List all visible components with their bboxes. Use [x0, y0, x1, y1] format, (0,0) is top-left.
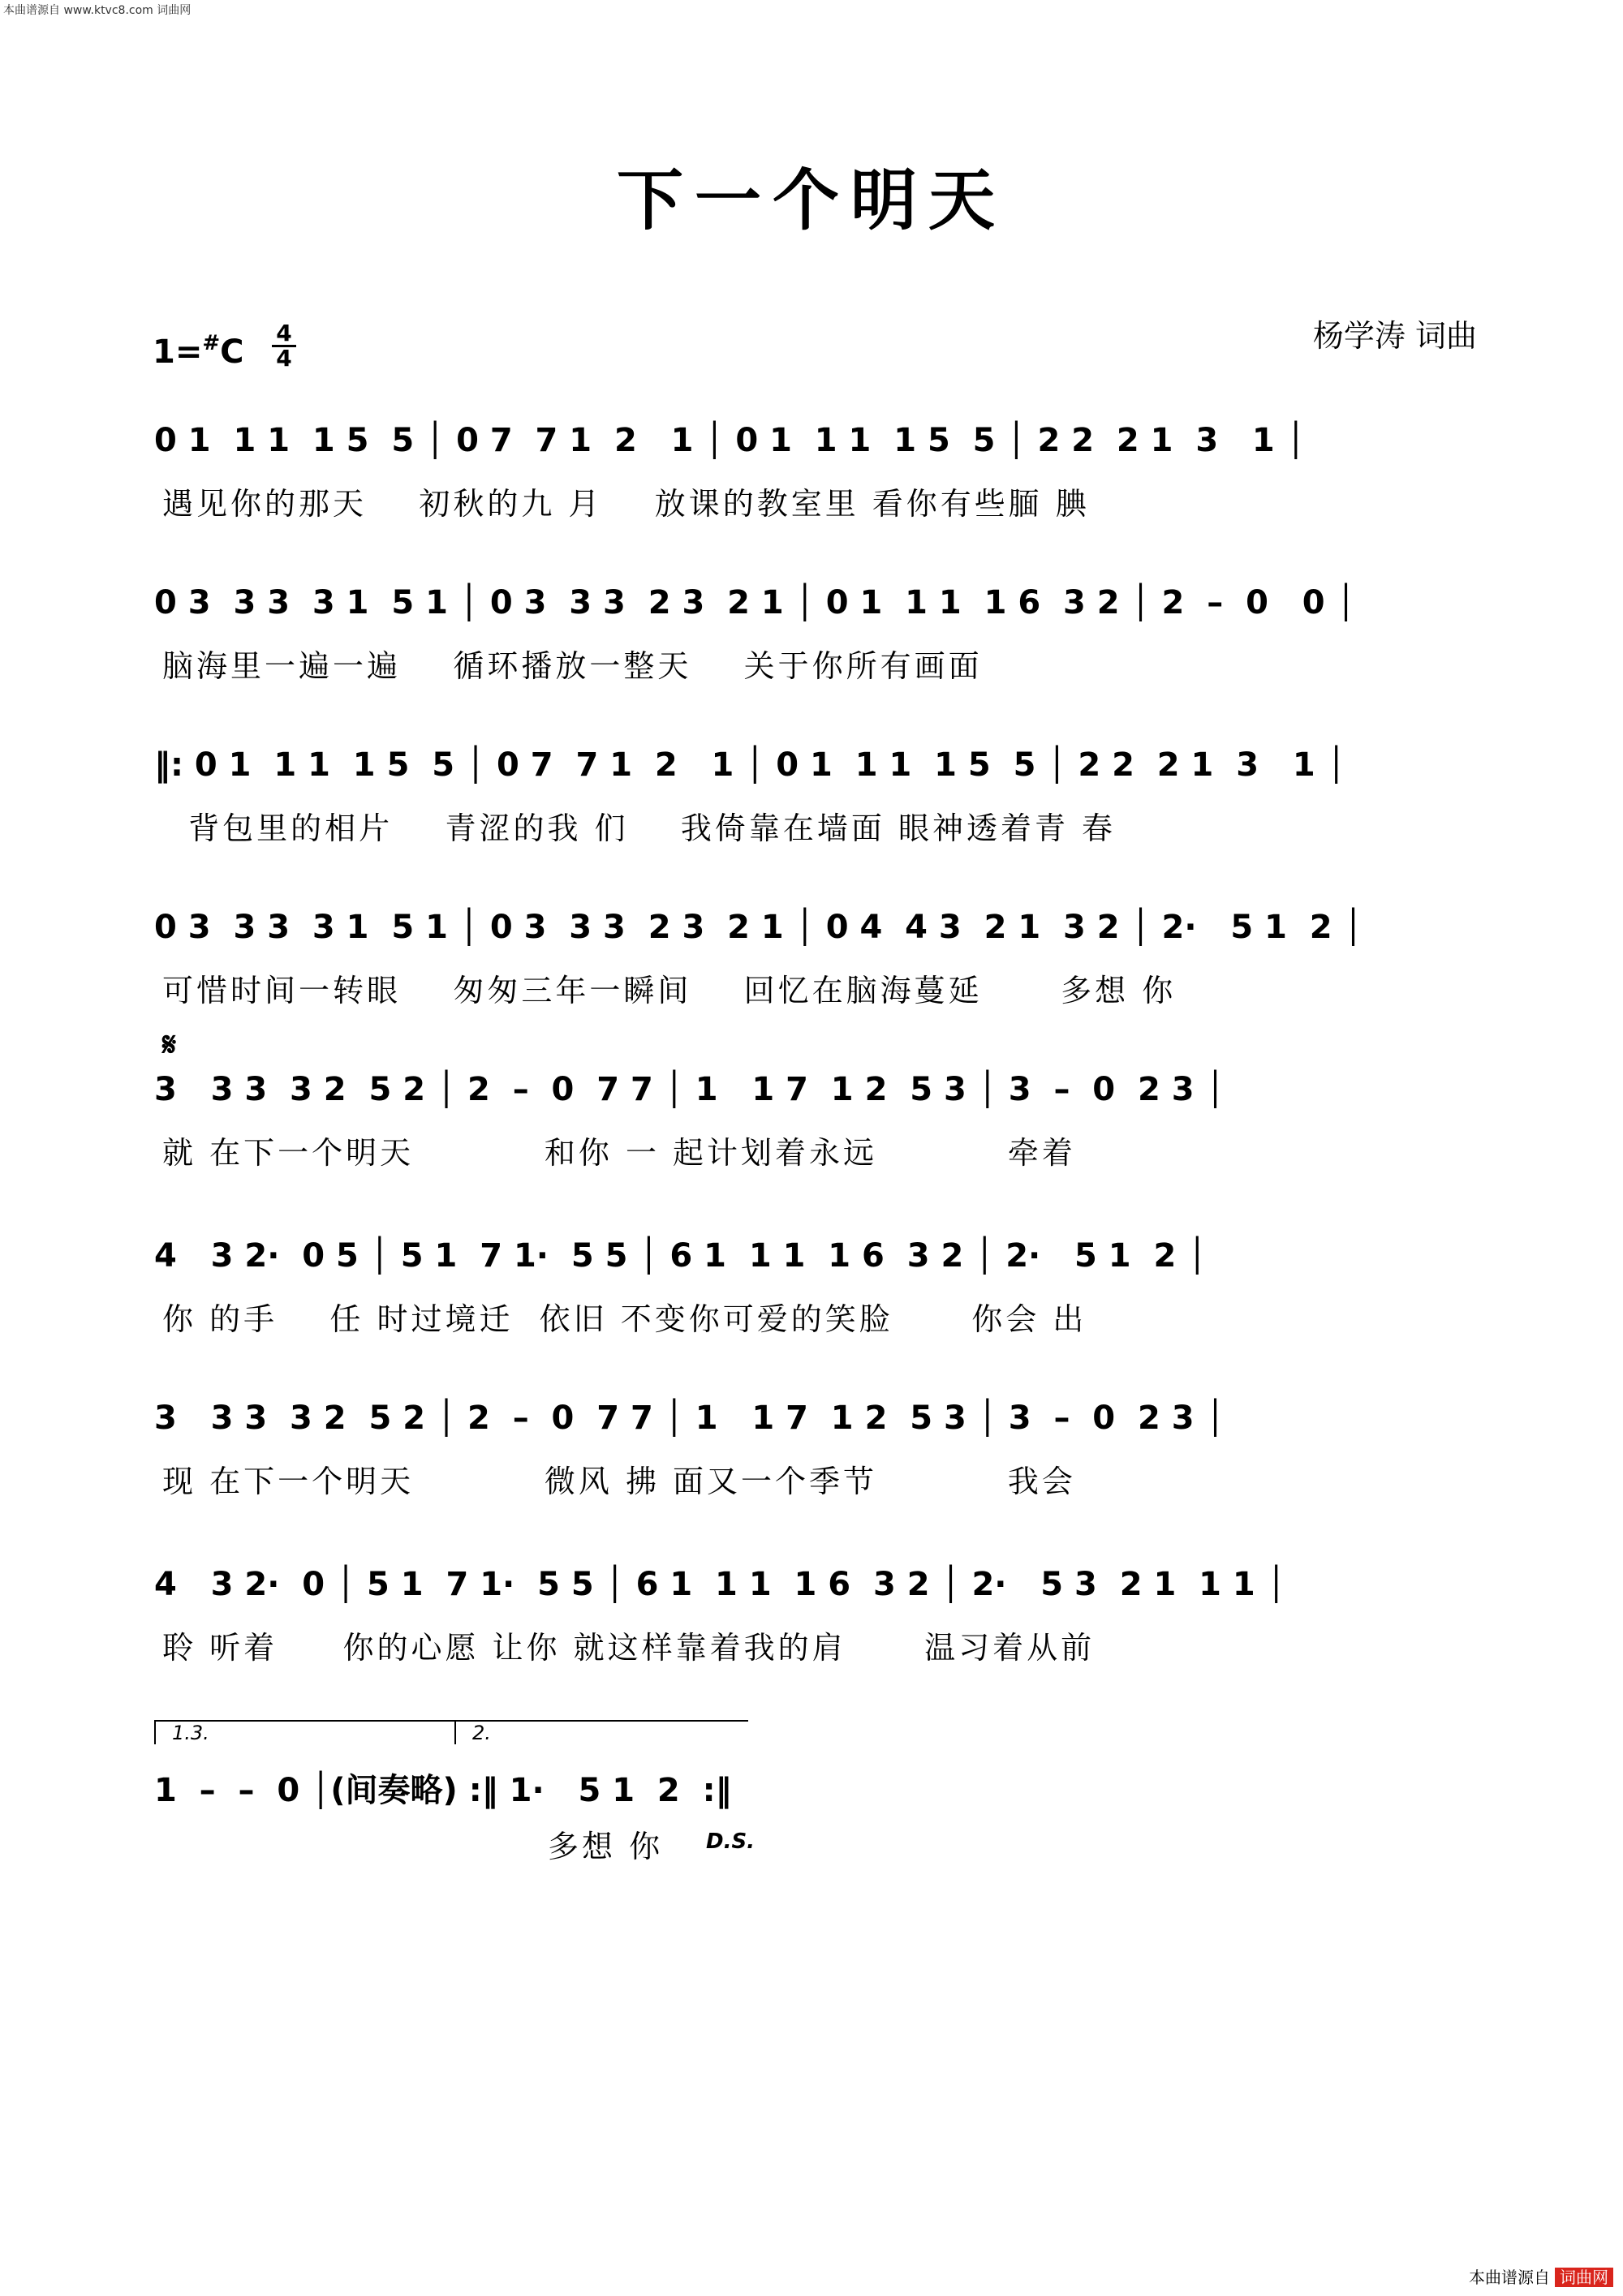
watermark-top: 本曲谱源自 www.ktvc8.com 词曲网 — [3, 4, 192, 17]
ending-notes: 1 – – 0 │(间奏略) :‖ 1· 5 1 2 :‖ — [154, 1772, 732, 1809]
ds-marking: D.S. — [706, 1829, 756, 1854]
volta-2 — [454, 1720, 748, 1744]
time-sig-top: 4 — [276, 320, 292, 346]
system-1-notes: 0 1 1 1 1 5 5 │ 0 7 7 1 2 1 │ 0 1 1 1 1 5 5 │ 2 2 2 1 3 1 │ — [154, 422, 1306, 459]
volta-1 — [154, 1720, 456, 1744]
system-6-lyrics: 你 的手 任 时过境迁 依旧 不变你可爱的笑脸 你会 出 — [162, 1301, 1087, 1337]
sharp-icon: # — [202, 331, 221, 355]
key-note: C — [220, 333, 244, 371]
volta-1-label: 1.3. — [172, 1722, 209, 1744]
watermark-bottom — [1469, 2264, 1613, 2288]
time-sig-bottom: 4 — [276, 345, 292, 372]
system-3-lyrics: 背包里的相片 青涩的我 们 我倚靠在墙面 眼神透着青 春 — [162, 810, 1117, 846]
system-7-lyrics: 现 在下一个明天 微风 拂 面又一个季节 我会 — [162, 1464, 1076, 1499]
system-4-lyrics: 可惜时间一转眼 匆匆三年一瞬间 回忆在脑海蔓延 多想 你 — [162, 973, 1177, 1008]
system-7-notes: 3 3 3 3 2 5 2 │ 2 – 0 7 7 │ 1 1 7 1 2 5 3 │ 3 – 0 2 3 │ — [154, 1400, 1225, 1437]
system-3-notes: ‖: 0 1 1 1 1 5 5 │ 0 7 7 1 2 1 │ 0 1 1 1 1 5 5 │ 2 2 2 1 3 1 │ — [154, 746, 1346, 784]
segno-icon: 𝄋 — [162, 1026, 177, 1064]
song-title: 下一个明天 — [616, 161, 1006, 239]
system-8-notes: 4 3 2· 0 │ 5 1 7 1· 5 5 │ 6 1 1 1 1 6 3 2 │ 2· 5 3 2 1 1 1 │ — [154, 1566, 1286, 1603]
key-signature — [153, 331, 244, 371]
watermark-bottom-brand: 词曲网 — [1555, 2268, 1613, 2287]
key-prefix: 1= — [153, 333, 203, 371]
author-credit: 杨学涛 词曲 — [1312, 318, 1477, 354]
system-5-lyrics: 就 在下一个明天 和你 一 起计划着永远 牵着 — [162, 1135, 1076, 1171]
watermark-bottom-text: 本曲谱源自 — [1469, 2268, 1550, 2287]
time-signature — [272, 320, 296, 372]
ending-lyrics: 多想 你 — [548, 1829, 664, 1864]
system-4-notes: 0 3 3 3 3 1 5 1 │ 0 3 3 3 2 3 2 1 │ 0 4 4 3 2 1 3 2 │ 2· 5 1 2 │ — [154, 909, 1363, 946]
system-1-lyrics: 遇见你的那天 初秋的九 月 放课的教室里 看你有些腼 腆 — [162, 486, 1090, 522]
volta-2-label: 2. — [472, 1722, 491, 1744]
system-2-lyrics: 脑海里一遍一遍 循环播放一整天 关于你所有画面 — [162, 648, 983, 684]
system-5-notes: 3 3 3 3 2 5 2 │ 2 – 0 7 7 │ 1 1 7 1 2 5 3 │ 3 – 0 2 3 │ — [154, 1071, 1225, 1108]
system-6-notes: 4 3 2· 0 5 │ 5 1 7 1· 5 5 │ 6 1 1 1 1 6 3 2 │ 2· 5 1 2 │ — [154, 1237, 1208, 1275]
system-2-notes: 0 3 3 3 3 1 5 1 │ 0 3 3 3 2 3 2 1 │ 0 1 1 1 1 6 3 2 │ 2 – 0 0 │ — [154, 584, 1356, 621]
system-8-lyrics: 聆 听着 你的心愿 让你 就这样靠着我的肩 温习着从前 — [162, 1630, 1096, 1666]
